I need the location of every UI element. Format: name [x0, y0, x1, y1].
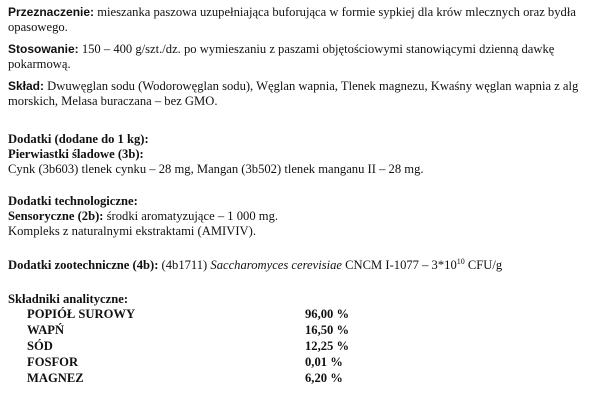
- sensory-text: środki aromatyzujące – 1 000 mg.: [103, 209, 279, 223]
- trace-elements-heading: Pierwiastki śladowe (3b):: [8, 147, 144, 161]
- table-row: [27, 355, 477, 370]
- analyte-value: 0,01 %: [305, 355, 343, 369]
- zootechniczne-paragraph: [8, 258, 594, 273]
- analyte-value: 16,50 %: [305, 323, 350, 337]
- analyte-name: FOSFOR: [27, 355, 79, 369]
- sklad-paragraph: [8, 79, 594, 109]
- exponent: 10: [456, 256, 465, 266]
- zootechniczne-label: Dodatki zootechniczne (4b):: [8, 258, 159, 272]
- table-row: [27, 323, 477, 338]
- complex-text: Kompleks z naturalnymi ekstraktami (AMIVIV).: [8, 224, 256, 238]
- trace-elements-text: Cynk (3b603) tlenek cynku – 28 mg, Mangan (3b502) tlenek manganu II – 28 mg.: [8, 162, 424, 176]
- sensory-label: Sensoryczne (2b):: [8, 209, 104, 223]
- analityczne-heading: Składniki analityczne:: [8, 292, 129, 306]
- analyte-name: WAPŃ: [27, 323, 65, 337]
- przeznaczenie-paragraph: [8, 5, 594, 35]
- table-row: [27, 371, 477, 386]
- technologiczne-heading: Dodatki technologiczne:: [8, 194, 138, 208]
- stosowanie-text: 150 – 400 g/szt./dz. po wymieszaniu z paszami objętościowymi stanowiącymi dzienną dawkę pokarmową.: [8, 42, 555, 71]
- organism-name: Saccharomyces cerevisiae: [210, 258, 342, 272]
- analyte-name: MAGNEZ: [27, 371, 84, 385]
- stosowanie-label: Stosowanie:: [8, 42, 79, 56]
- stosowanie-paragraph: [8, 42, 594, 72]
- strain-text: CNCM I-1077 – 3*10: [342, 258, 457, 272]
- przeznaczenie-label: Przeznaczenie:: [8, 5, 95, 19]
- unit-text: CFU/g: [464, 258, 503, 272]
- analyte-value: 6,20 %: [305, 371, 343, 385]
- przeznaczenie-text: mieszanka paszowa uzupełniająca buforująca w formie sypkiej dla krów mlecznych oraz bydła opasowego.: [8, 5, 576, 34]
- sklad-label: Skład:: [8, 79, 45, 93]
- sklad-text: Dwuwęglan sodu (Wodorowęglan sodu), Węglan wapnia, Tlenek magnezu, Kwaśny węglan wapnia z alg morskich, Melasa buraczana – bez GMO.: [8, 79, 579, 108]
- analyte-name: SÓD: [27, 339, 53, 353]
- analyte-value: 96,00 %: [305, 307, 350, 321]
- analyte-value: 12,25 %: [305, 339, 350, 353]
- analyte-name: POPIÓŁ SUROWY: [27, 307, 136, 321]
- table-row: [27, 339, 477, 354]
- zootechniczne-code: (4b1711): [158, 258, 211, 272]
- dodatki-heading: Dodatki (dodane do 1 kg):: [8, 132, 149, 146]
- sensory-paragraph: [8, 209, 594, 224]
- table-row: [27, 307, 477, 322]
